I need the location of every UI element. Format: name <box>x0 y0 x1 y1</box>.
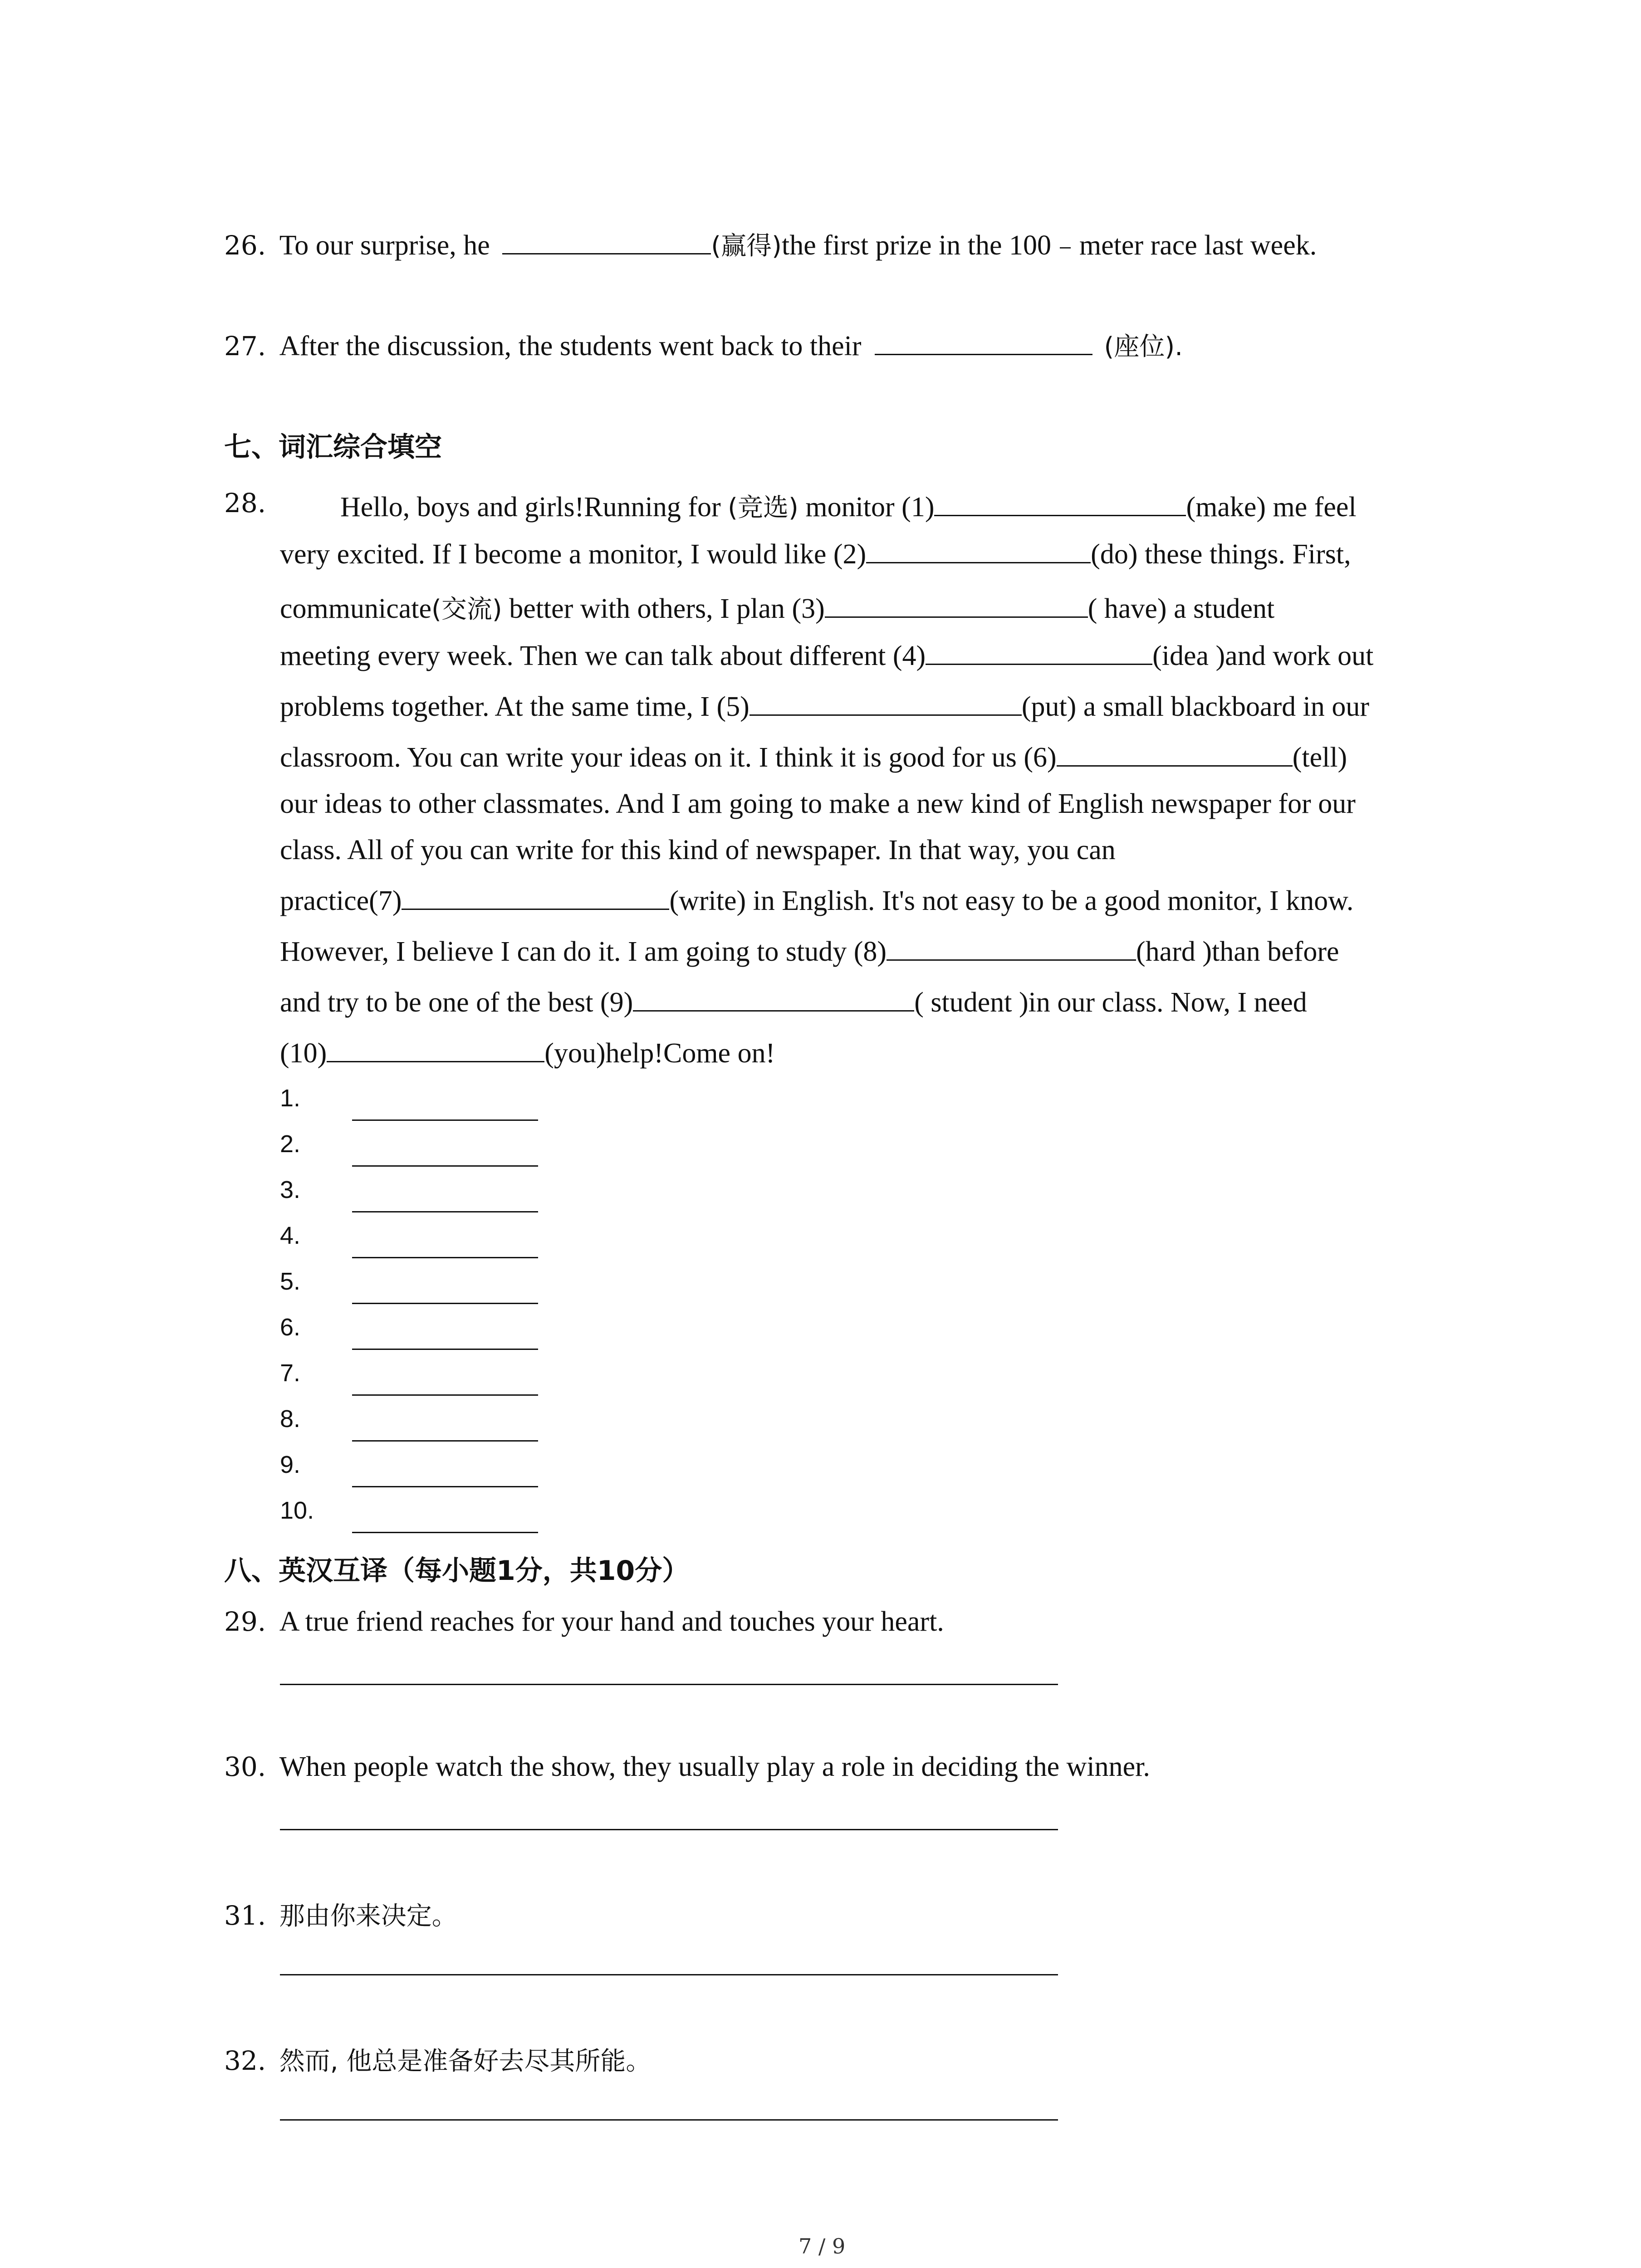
answer-number: 6. <box>280 1314 301 1341</box>
answer-blank[interactable] <box>875 353 1092 355</box>
passage-line <box>280 742 1347 774</box>
answer-blank[interactable] <box>866 562 1091 563</box>
answer-number: 9. <box>280 1451 301 1478</box>
passage-text: (write) in English. It's not easy to be a good monitor, I know. <box>669 885 1354 916</box>
passage-line <box>280 1037 775 1070</box>
passage-text: (10) <box>280 1038 327 1069</box>
answer-number: 2. <box>280 1130 301 1158</box>
passage-text: class. All of you can write for this kind of newspaper. In that way, you can <box>280 835 1116 865</box>
passage-text: communicate <box>280 593 431 624</box>
passage-text: (tell) <box>1292 742 1347 773</box>
answer-blank[interactable] <box>749 714 1022 716</box>
passage-line <box>280 834 1116 866</box>
question-27 <box>224 327 1183 363</box>
question-number: 27. <box>224 331 266 362</box>
passage-text: (hard )than before <box>1136 936 1339 967</box>
answer-number: 7. <box>280 1359 301 1387</box>
passage-text: very excited. If I become a monitor, I would like (2) <box>280 539 867 570</box>
passage-text: (you)help!Come on! <box>544 1038 775 1069</box>
section-heading: 八、英汉互译（每小题1分，共10分） <box>224 1555 690 1587</box>
answer-number: 8. <box>280 1405 301 1432</box>
question-number: 30. <box>224 1751 266 1782</box>
answer-blank[interactable] <box>502 253 711 254</box>
answer-number: 4. <box>280 1222 301 1249</box>
question-number: 28. <box>224 488 266 518</box>
passage-line <box>280 589 1274 626</box>
question-text-after: the first prize in the 100﹣meter race last week. <box>781 230 1317 261</box>
answer-blank[interactable] <box>926 663 1152 665</box>
passage-text: However, I believe I can do it. I am going to study (8) <box>280 936 887 967</box>
page-number: 7 / 9 <box>798 2234 846 2258</box>
passage-text: practice(7) <box>280 885 402 916</box>
passage-text: (make) me feel <box>1186 492 1357 523</box>
passage-line <box>280 691 1369 723</box>
question-number: 31. <box>224 1900 266 1931</box>
passage-text: better with others, I plan (3) <box>502 593 825 624</box>
answer-line[interactable] <box>280 1974 1058 1975</box>
passage-text: problems together. At the same time, I (5) <box>280 691 749 722</box>
passage-line <box>280 936 1339 968</box>
passage-line <box>340 488 1357 524</box>
answer-line[interactable] <box>352 1394 538 1396</box>
answer-number: 1. <box>280 1085 301 1112</box>
section-heading: 七、词汇综合填空 <box>224 431 442 463</box>
answer-line[interactable] <box>352 1165 538 1167</box>
answer-blank[interactable] <box>887 959 1136 961</box>
question-text: A true friend reaches for your hand and touches your heart. <box>279 1606 944 1637</box>
question-30 <box>224 1751 1150 1783</box>
passage-text: monitor (1) <box>798 492 935 523</box>
passage-text: (idea )and work out <box>1152 640 1374 671</box>
answer-line[interactable] <box>280 1684 1058 1685</box>
answer-number: 10. <box>280 1497 314 1524</box>
question-29 <box>224 1606 944 1638</box>
passage-text: our ideas to other classmates. And I am going to make a new kind of English newspaper for our <box>280 788 1356 819</box>
question-number: 29. <box>224 1606 266 1637</box>
answer-blank[interactable] <box>825 616 1088 618</box>
answer-number: 3. <box>280 1176 301 1203</box>
question-number: 32. <box>224 2045 266 2076</box>
answer-blank[interactable] <box>402 908 669 910</box>
passage-line <box>280 640 1373 672</box>
question-text: 然而, 他总是准备好去尽其所能。 <box>279 2047 652 2076</box>
passage-text: Hello, boys and girls!Running for <box>340 492 728 523</box>
question-text: After the discussion, the students went back to their <box>279 331 862 362</box>
passage-text: (do) these things. First, <box>1091 539 1351 570</box>
question-text: 那由你来决定。 <box>279 1901 457 1931</box>
answer-line[interactable] <box>352 1303 538 1304</box>
answer-blank[interactable] <box>327 1061 544 1062</box>
answer-blank[interactable] <box>934 514 1186 516</box>
question-text: When people watch the show, they usually play a role in deciding the winner. <box>279 1751 1150 1782</box>
hint: (交流) <box>431 595 502 624</box>
question-text: To our surprise, he <box>279 230 490 261</box>
passage-text: ( student )in our class. Now, I need <box>914 987 1307 1018</box>
question-31 <box>224 1896 457 1932</box>
answer-line[interactable] <box>352 1119 538 1121</box>
hint: (赢得) <box>711 231 782 261</box>
answer-line[interactable] <box>352 1257 538 1258</box>
answer-line[interactable] <box>352 1440 538 1442</box>
passage-line <box>280 885 1353 917</box>
passage-text: meeting every week. Then we can talk about different (4) <box>280 640 926 671</box>
answer-line[interactable] <box>352 1532 538 1533</box>
hint: (竞选) <box>728 493 798 523</box>
passage-text: and try to be one of the best (9) <box>280 987 633 1018</box>
hint: (座位). <box>1104 332 1183 362</box>
answer-line[interactable] <box>280 2119 1058 2121</box>
passage-text: classroom. You can write your ideas on it. I think it is good for us (6) <box>280 742 1057 773</box>
answer-blank[interactable] <box>633 1010 914 1012</box>
passage-line <box>280 788 1356 820</box>
passage-text: ( have) a student <box>1087 593 1275 624</box>
answer-blank[interactable] <box>1057 765 1293 767</box>
passage-text: (put) a small blackboard in our <box>1021 691 1369 722</box>
question-32 <box>224 2041 651 2077</box>
question-26 <box>224 222 1317 263</box>
answer-line[interactable] <box>352 1486 538 1487</box>
answer-number: 5. <box>280 1268 301 1295</box>
answer-line[interactable] <box>352 1349 538 1350</box>
answer-line[interactable] <box>352 1211 538 1212</box>
passage-line <box>280 538 1351 571</box>
passage-line <box>280 987 1307 1019</box>
question-number: 26. <box>224 230 266 261</box>
answer-line[interactable] <box>280 1829 1058 1830</box>
